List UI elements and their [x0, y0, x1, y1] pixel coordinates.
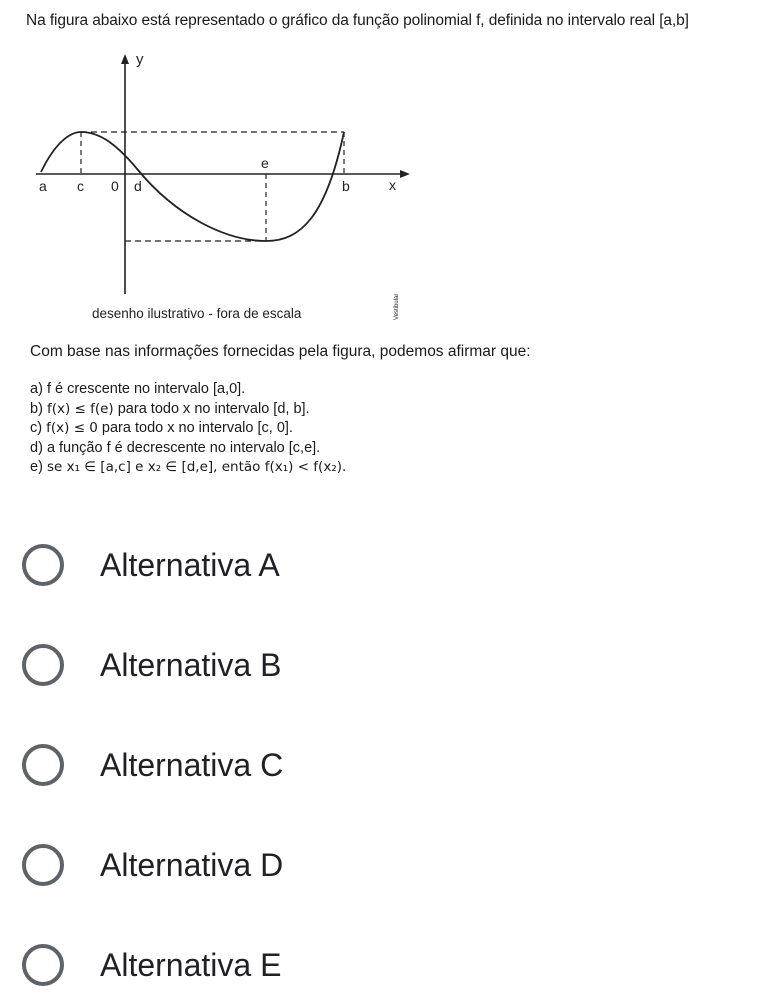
statement-b-text: para todo x no intervalo [d, b].	[117, 400, 310, 417]
radio-icon[interactable]	[22, 644, 64, 686]
alternative-a[interactable]	[20, 535, 720, 595]
x-axis-label: x	[389, 177, 396, 193]
function-curve	[41, 132, 344, 241]
statement-d-text: a função f é decrescente no intervalo [c,e].	[46, 439, 321, 456]
alternative-b-label[interactable]: Alternativa B	[100, 646, 282, 683]
statement-c	[30, 419, 346, 439]
statement-e-text: se x₁ ∈ [a,c] e x₂ ∈ [d,e], então f(x₁) < f(x₂).	[46, 459, 347, 475]
alternative-e-label[interactable]: Alternativa E	[100, 946, 282, 983]
statement-a-prefix: a)	[30, 381, 43, 397]
question-intro: Na figura abaixo está representado o gráfico da função polinomial f, definida no intervalo real [a,b]	[26, 12, 689, 29]
statement-e	[30, 458, 346, 478]
label-a: a	[39, 178, 47, 194]
statement-c-math: f(x) ≤ 0	[46, 420, 98, 436]
function-graph-svg	[26, 46, 426, 336]
alternative-d-label[interactable]: Alternativa D	[100, 846, 284, 883]
function-graph	[26, 46, 426, 336]
statement-b	[30, 400, 346, 420]
alternative-c-label[interactable]: Alternativa C	[100, 746, 284, 783]
alternative-b[interactable]	[20, 635, 720, 695]
statement-a	[30, 380, 346, 400]
statement-d	[30, 439, 346, 459]
radio-icon[interactable]	[22, 744, 64, 786]
statement-b-math: f(x) ≤ f(e)	[46, 400, 114, 417]
statement-b-prefix: b)	[30, 400, 43, 417]
radio-icon[interactable]	[22, 844, 64, 886]
label-b: b	[342, 178, 350, 194]
label-e: e	[261, 155, 269, 171]
statement-a-text: f é crescente no intervalo [a,0].	[46, 381, 246, 397]
x-axis-arrow	[400, 170, 410, 178]
radio-icon[interactable]	[22, 944, 64, 986]
watermark: Vestibular	[394, 293, 400, 320]
alternative-c[interactable]	[20, 735, 720, 795]
question-prompt: Com base nas informações fornecidas pela figura, podemos afirmar que:	[30, 343, 531, 360]
alternative-e[interactable]	[20, 935, 720, 995]
statement-c-text: para todo x no intervalo [c, 0].	[101, 420, 293, 436]
graph-caption: desenho ilustrativo - fora de escala	[92, 306, 302, 321]
label-d: d	[134, 178, 142, 194]
statement-c-prefix: c)	[30, 420, 43, 436]
alternative-d[interactable]	[20, 835, 720, 895]
statement-d-prefix: d)	[30, 439, 43, 456]
radio-icon[interactable]	[22, 544, 64, 586]
label-zero: 0	[111, 178, 119, 194]
alternative-a-label[interactable]: Alternativa A	[100, 546, 280, 583]
label-c: c	[77, 178, 84, 194]
y-axis-label: y	[136, 51, 144, 68]
statement-e-prefix: e)	[30, 459, 43, 475]
statement-options	[30, 380, 346, 478]
y-axis-arrow	[121, 54, 129, 64]
